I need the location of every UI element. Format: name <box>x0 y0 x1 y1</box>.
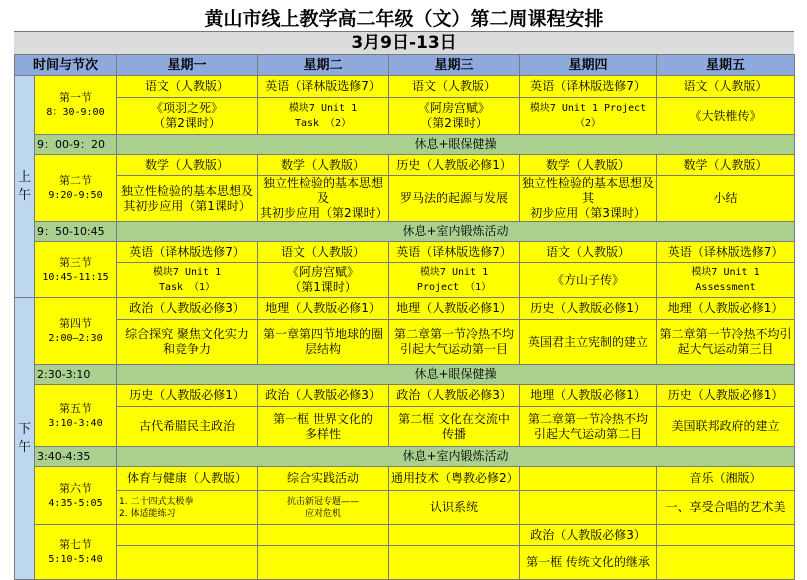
subject-cell-tue: 数学（人教版） <box>258 155 389 176</box>
topic-cell-thu <box>520 407 657 447</box>
subject-cell-mon: 历史（人教版必修1） <box>117 385 258 407</box>
subject-cell-wed <box>389 525 520 546</box>
topic-line: 应对危机 <box>305 508 342 519</box>
topic-cell-fri <box>657 176 795 222</box>
topic-line: 独立性检验的基本思想及 <box>263 176 384 205</box>
day-header-wed: 星期三 <box>389 55 520 76</box>
subject-cell-thu: 历史（人教版必修1） <box>520 298 657 320</box>
topic-cell-tue <box>258 546 389 580</box>
topic-cell-thu <box>520 320 657 365</box>
period-subject-row <box>15 242 795 263</box>
topic-cell-thu <box>520 98 657 135</box>
period-label <box>35 467 117 525</box>
topic-line: 模块7 Unit 1 <box>152 267 222 278</box>
topic-line: （2） <box>575 118 602 129</box>
subject-cell-wed: 通用技术（粤教必修2） <box>389 467 520 491</box>
period-label <box>35 525 117 580</box>
topic-line: 第二章第一节冷热不均 <box>394 327 515 341</box>
subject-cell-thu: 政治（人教版必修3） <box>520 525 657 546</box>
break-time: 3:40-4:35 <box>35 447 117 467</box>
topic-cell-wed <box>389 320 520 365</box>
period-topic-row <box>15 491 795 525</box>
period-name: 第四节 <box>59 317 92 330</box>
period-label <box>35 242 117 298</box>
topic-cell-thu <box>520 491 657 525</box>
subject-cell-thu: 语文（人教版） <box>520 242 657 263</box>
topic-cell-fri <box>657 546 795 580</box>
topic-cell-wed <box>389 176 520 222</box>
topic-line: 《阿房宫赋》 <box>287 265 360 279</box>
topic-cell-tue <box>258 98 389 135</box>
subject-cell-thu: 数学（人教版） <box>520 155 657 176</box>
subject-cell-wed: 历史（人教版必修1） <box>389 155 520 176</box>
topic-line: 1. 二十四式太极拳 <box>119 496 194 507</box>
period-subject-row <box>15 467 795 491</box>
topic-cell-mon <box>117 176 258 222</box>
topic-cell-wed <box>389 263 520 298</box>
topic-line: Task （1） <box>158 282 216 293</box>
subject-cell-tue: 英语（译林版选修7） <box>258 76 389 98</box>
topic-line: 模块7 Unit 1 <box>419 267 489 278</box>
subject-cell-mon: 数学（人教版） <box>117 155 258 176</box>
topic-line: 模块7 Unit 1 Project <box>529 103 647 114</box>
topic-line: 第一章第四节地球的圈 <box>263 327 384 341</box>
day-header-fri: 星期五 <box>657 55 795 76</box>
period-time: 10:45-11:15 <box>42 271 109 283</box>
period-time: 2:00—2:30 <box>48 333 103 344</box>
period-label <box>35 385 117 447</box>
topic-cell-tue <box>258 263 389 298</box>
topic-line: 小结 <box>713 191 738 205</box>
period-subject-row <box>15 525 795 546</box>
subject-cell-mon <box>117 525 258 546</box>
subject-cell-tue: 地理（人教版必修1） <box>258 298 389 320</box>
period-time: 3:10-3:40 <box>48 417 103 429</box>
topic-line: 第一框 世界文化的 <box>273 411 373 426</box>
break-activity: 休息+室内锻炼活动 <box>117 447 795 467</box>
topic-cell-mon <box>117 320 258 365</box>
subject-cell-fri: 语文（人教版） <box>657 76 795 98</box>
break-activity: 休息+眼保健操 <box>117 135 795 155</box>
topic-cell-mon <box>117 263 258 298</box>
topic-line: 引起大气运动第一目 <box>400 342 509 356</box>
break-row <box>15 447 795 467</box>
topic-line: 层结构 <box>305 342 342 356</box>
period-time: 8：30-9:00 <box>46 107 105 118</box>
period-label <box>35 155 117 222</box>
period-time: 4:35-5:05 <box>48 497 103 509</box>
topic-line: 古代希腊民主政治 <box>139 419 236 433</box>
topic-line: 英国君主立宪制的建立 <box>528 334 649 349</box>
break-time: 9：50-10:45 <box>35 222 117 242</box>
topic-line: 模块7 Unit 1 <box>288 103 358 114</box>
period-name: 第五节 <box>59 401 92 415</box>
topic-line: 《方山子传》 <box>552 272 625 287</box>
topic-line: 2. 体适能练习 <box>119 508 176 519</box>
segment-label-afternoon <box>15 298 35 580</box>
topic-line: 独立性检验的基本思想及 <box>121 183 254 198</box>
segment-text: 下午 <box>17 421 31 455</box>
break-time: 9：00-9：20 <box>35 135 117 155</box>
break-row <box>15 222 795 242</box>
period-topic-row <box>15 407 795 447</box>
segment-text: 上午 <box>17 169 31 203</box>
topic-cell-wed <box>389 491 520 525</box>
subject-cell-mon: 政治（人教版必修3） <box>117 298 258 320</box>
subject-cell-thu <box>520 467 657 491</box>
page-title: 黄山市线上教学高二年级（文）第二周课程安排 <box>204 8 604 30</box>
header-row <box>15 55 795 76</box>
break-time: 2:30-3:10 <box>35 365 117 385</box>
subject-cell-wed: 政治（人教版必修3） <box>389 385 520 407</box>
topic-cell-fri <box>657 320 795 365</box>
topic-cell-wed <box>389 98 520 135</box>
subject-cell-wed: 地理（人教版必修1） <box>389 298 520 320</box>
period-time: 9:20-9:50 <box>48 190 103 201</box>
topic-cell-tue <box>258 320 389 365</box>
topic-cell-fri <box>657 98 795 135</box>
break-activity: 休息+室内锻炼活动 <box>117 222 795 242</box>
subject-cell-mon: 体育与健康（人教版） <box>117 467 258 491</box>
topic-line: Assessment <box>695 282 756 293</box>
period-subject-row <box>15 298 795 320</box>
subject-cell-mon: 语文（人教版） <box>117 76 258 98</box>
period-subject-row <box>15 76 795 98</box>
topic-cell-wed <box>389 546 520 580</box>
topic-cell-mon <box>117 491 258 525</box>
topic-cell-thu <box>520 546 657 580</box>
date-range: 3月9日-13日 <box>14 31 794 54</box>
time-column-header: 时间与节次 <box>15 55 117 76</box>
topic-line: （第1课时） <box>289 280 357 294</box>
topic-line: 第一框 传统文化的继承 <box>526 555 650 569</box>
period-topic-row <box>15 320 795 365</box>
subject-cell-thu: 英语（译林版选修7） <box>520 76 657 98</box>
day-header-tue: 星期二 <box>258 55 389 76</box>
topic-line: 美国联邦政府的建立 <box>671 419 780 433</box>
period-time: 5:10-5:40 <box>48 554 103 565</box>
topic-line: 独立性检验的基本思想及其 <box>522 176 655 205</box>
topic-cell-fri <box>657 407 795 447</box>
topic-line: 《阿房宫赋》 <box>418 101 491 115</box>
topic-cell-tue <box>258 176 389 222</box>
topic-line: 罗马法的起源与发展 <box>400 191 509 205</box>
topic-line: 多样性 <box>305 426 342 441</box>
topic-line: 《项羽之死》 <box>151 101 224 115</box>
subject-cell-mon: 英语（译林版选修7） <box>117 242 258 263</box>
subject-cell-tue: 语文（人教版） <box>258 242 389 263</box>
topic-cell-mon <box>117 407 258 447</box>
topic-line: 《大铁椎传》 <box>689 108 762 123</box>
day-header-mon: 星期一 <box>117 55 258 76</box>
segment-label-morning <box>15 76 35 298</box>
topic-line: 模块7 Unit 1 <box>691 267 760 278</box>
subject-cell-tue: 综合实践活动 <box>258 467 389 491</box>
topic-cell-mon <box>117 98 258 135</box>
topic-cell-thu <box>520 263 657 298</box>
topic-line: （第2课时） <box>420 116 488 130</box>
subject-cell-fri <box>657 525 795 546</box>
period-name: 第一节 <box>59 91 92 104</box>
topic-cell-tue <box>258 407 389 447</box>
period-topic-row <box>15 263 795 298</box>
topic-line: （第2课时） <box>153 116 221 130</box>
topic-line: 初步应用（第3课时） <box>530 206 646 220</box>
topic-line: 其初步应用（第2课时） <box>260 206 388 220</box>
period-name: 第七节 <box>59 538 92 551</box>
period-name: 第三节 <box>59 255 92 269</box>
subject-cell-tue: 政治（人教版必修3） <box>258 385 389 407</box>
subject-cell-thu: 地理（人教版必修1） <box>520 385 657 407</box>
period-subject-row <box>15 385 795 407</box>
topic-cell-mon <box>117 546 258 580</box>
topic-cell-tue <box>258 491 389 525</box>
topic-line: 传播 <box>442 426 467 441</box>
topic-cell-thu <box>520 176 657 222</box>
topic-line: 第二章第一节冷热不均引 <box>659 327 792 341</box>
break-activity: 休息+眼保健操 <box>117 365 795 385</box>
subject-cell-fri: 地理（人教版必修1） <box>657 298 795 320</box>
topic-line: 和竞争力 <box>163 342 212 356</box>
period-topic-row <box>15 98 795 135</box>
period-topic-row <box>15 546 795 580</box>
topic-line: 第二框 文化在交流中 <box>398 411 510 426</box>
subject-cell-fri: 历史（人教版必修1） <box>657 385 795 407</box>
topic-line: 综合探究 聚焦文化实力 <box>125 327 249 341</box>
subject-cell-fri: 英语（译林版选修7） <box>657 242 795 263</box>
topic-line: 一、享受合唱的艺术美 <box>665 500 786 514</box>
break-row <box>15 135 795 155</box>
topic-line: 引起大气运动第二目 <box>534 426 643 441</box>
topic-line: 认识系统 <box>430 500 479 514</box>
break-row <box>15 365 795 385</box>
period-subject-row <box>15 155 795 176</box>
topic-line: Task （2） <box>294 118 352 129</box>
topic-cell-wed <box>389 407 520 447</box>
period-name: 第二节 <box>59 174 92 187</box>
topic-line: Project （1） <box>416 282 492 293</box>
subject-cell-tue <box>258 525 389 546</box>
topic-line: 起大气运动第三目 <box>677 342 774 356</box>
subject-cell-wed: 英语（译林版选修7） <box>389 242 520 263</box>
subject-cell-fri: 音乐（湘版） <box>657 467 795 491</box>
day-header-thu: 星期四 <box>520 55 657 76</box>
topic-line: 抗击新冠专题—— <box>287 496 360 507</box>
period-topic-row <box>15 176 795 222</box>
subject-cell-fri: 数学（人教版） <box>657 155 795 176</box>
period-label <box>35 76 117 135</box>
period-name: 第六节 <box>59 481 92 495</box>
topic-line: 其初步应用（第1课时） <box>123 198 251 213</box>
period-label <box>35 298 117 365</box>
topic-cell-fri <box>657 263 795 298</box>
topic-cell-fri <box>657 491 795 525</box>
subject-cell-wed: 语文（人教版） <box>389 76 520 98</box>
schedule-table <box>14 54 795 580</box>
topic-line: 第二章第一节冷热不均 <box>528 411 649 426</box>
